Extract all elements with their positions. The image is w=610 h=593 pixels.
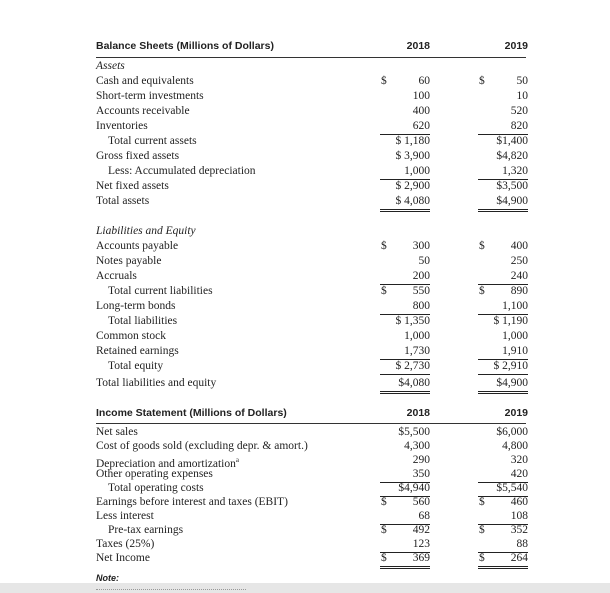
value-2019 [478, 453, 528, 468]
value-2018 [380, 104, 430, 119]
value-2019 [478, 179, 528, 194]
value-2019 [478, 551, 528, 569]
value-2018 [380, 254, 430, 269]
table-row [0, 425, 610, 440]
value-2018 [380, 344, 430, 360]
amount: 250 [510, 255, 528, 267]
value-2019 [478, 164, 528, 180]
amount: 108 [510, 510, 528, 522]
value-2018 [380, 149, 430, 164]
amount: $4,900 [496, 195, 528, 207]
value-2019 [478, 314, 528, 329]
table-row [0, 495, 610, 510]
amount: 88 [516, 538, 528, 550]
amount: $ 3,900 [395, 150, 430, 162]
table-row [0, 537, 610, 552]
value-2019 [478, 134, 528, 149]
row-label: Accounts receivable [96, 105, 190, 117]
amount: 200 [412, 270, 430, 282]
amount: $4,820 [496, 150, 528, 162]
table-row [0, 299, 610, 314]
table-row [0, 439, 610, 454]
value-2019 [478, 89, 528, 104]
currency-sign: $ [479, 285, 485, 297]
amount: 350 [412, 468, 430, 480]
amount: 123 [412, 538, 430, 550]
liabilities-heading: Liabilities and Equity [96, 225, 196, 237]
amount: 1,000 [404, 330, 430, 342]
table-row [0, 453, 610, 468]
currency-sign: $ [381, 240, 387, 252]
amount: $ 2,730 [395, 360, 430, 372]
amount: 800 [412, 300, 430, 312]
income-statement-year-2019: 2019 [504, 407, 528, 419]
balance-sheet-header-rule [96, 57, 526, 58]
amount: 300 [412, 240, 430, 252]
row-label: Inventories [96, 120, 148, 132]
table-row [0, 509, 610, 524]
amount: 100 [412, 90, 430, 102]
balance-sheet-header-row [0, 39, 610, 54]
value-2018 [380, 134, 430, 149]
table-row [0, 329, 610, 344]
value-2018 [380, 179, 430, 194]
row-label: Less: Accumulated depreciation [108, 165, 256, 177]
row-label: Long-term bonds [96, 300, 176, 312]
amount: $3,500 [496, 180, 528, 192]
cut-off-footnote-line [96, 589, 246, 591]
note-label: Note: [96, 573, 119, 583]
table-row [0, 89, 610, 104]
currency-sign: $ [479, 552, 485, 564]
amount: $4,900 [496, 377, 528, 389]
row-label: Retained earnings [96, 345, 179, 357]
value-2019 [478, 439, 528, 454]
amount: 1,730 [404, 345, 430, 357]
amount: 10 [516, 90, 528, 102]
row-label: Pre-tax earnings [108, 524, 184, 536]
amount: 460 [510, 496, 528, 508]
amount: 1,910 [502, 345, 528, 357]
amount: 4,800 [502, 440, 528, 452]
amount: 550 [412, 285, 430, 297]
amount: 50 [418, 255, 430, 267]
amount: $5,540 [496, 482, 528, 494]
amount: $5,500 [398, 426, 430, 438]
amount: $ 2,910 [493, 360, 528, 372]
amount: 420 [510, 468, 528, 480]
value-2018 [380, 425, 430, 440]
value-2018 [380, 314, 430, 329]
value-2018 [380, 523, 430, 538]
row-label: Total current assets [108, 135, 197, 147]
value-2019 [478, 495, 528, 510]
amount: 352 [510, 524, 528, 536]
value-2018 [380, 284, 430, 299]
table-row [0, 523, 610, 538]
value-2018 [380, 376, 430, 394]
amount: $ 4,080 [395, 195, 430, 207]
value-2019 [478, 74, 528, 89]
value-2018 [380, 329, 430, 344]
amount: 1,000 [404, 165, 430, 177]
row-label: Net fixed assets [96, 180, 169, 192]
table-row [0, 314, 610, 329]
value-2018 [380, 269, 430, 285]
row-label: Total assets [96, 195, 150, 207]
value-2018 [380, 439, 430, 454]
table-row [0, 254, 610, 269]
footnote-marker: a [235, 456, 239, 464]
currency-sign: $ [479, 524, 485, 536]
value-2018 [380, 299, 430, 315]
table-row [0, 344, 610, 359]
currency-sign: $ [381, 75, 387, 87]
amount: $ 2,900 [395, 180, 430, 192]
value-2018 [380, 164, 430, 180]
amount: 50 [516, 75, 528, 87]
income-statement-title: Income Statement (Millions of Dollars) [96, 407, 287, 419]
table-row [0, 467, 610, 482]
currency-sign: $ [479, 496, 485, 508]
value-2018 [380, 359, 430, 375]
amount: 4,300 [404, 440, 430, 452]
table-row [0, 481, 610, 496]
row-label: Cost of goods sold (excluding depr. & amort.) [96, 440, 308, 452]
table-row [0, 551, 610, 566]
amount: 1,320 [502, 165, 528, 177]
value-2019 [478, 425, 528, 440]
value-2019 [478, 344, 528, 360]
value-2019 [478, 239, 528, 254]
amount: 68 [418, 510, 430, 522]
amount: 560 [412, 496, 430, 508]
amount: $4,080 [398, 377, 430, 389]
row-label: Total operating costs [108, 482, 204, 494]
table-row [0, 134, 610, 149]
row-label: Common stock [96, 330, 166, 342]
amount: 1,100 [502, 300, 528, 312]
row-label: Net Income [96, 552, 150, 564]
table-row [0, 149, 610, 164]
income-statement-header-rule [96, 423, 526, 424]
table-row [0, 376, 610, 391]
amount: $4,940 [398, 482, 430, 494]
value-2019 [478, 254, 528, 269]
row-label: Less interest [96, 510, 154, 522]
row-label: Earnings before interest and taxes (EBIT) [96, 496, 288, 508]
value-2019 [478, 523, 528, 538]
value-2019 [478, 284, 528, 299]
amount: 369 [412, 552, 430, 564]
currency-sign: $ [381, 285, 387, 297]
amount: 492 [412, 524, 430, 536]
page-bottom-edge [0, 583, 610, 593]
row-label: Accruals [96, 270, 137, 282]
amount: $ 1,190 [493, 315, 528, 327]
currency-sign: $ [479, 240, 485, 252]
currency-sign: $ [381, 552, 387, 564]
income-statement-header-row [0, 406, 610, 421]
row-label: Total equity [108, 360, 164, 372]
table-row [0, 164, 610, 179]
balance-sheet-year-2018: 2018 [406, 40, 430, 52]
value-2018 [380, 119, 430, 135]
value-2019 [478, 359, 528, 375]
value-2018 [380, 495, 430, 510]
amount: 60 [418, 75, 430, 87]
amount: 240 [510, 270, 528, 282]
value-2018 [380, 551, 430, 569]
table-row [0, 359, 610, 374]
amount: $ 1,350 [395, 315, 430, 327]
row-label: Other operating expenses [96, 468, 213, 480]
value-2019 [478, 269, 528, 285]
currency-sign: $ [479, 75, 485, 87]
row-label: Short-term investments [96, 90, 204, 102]
value-2019 [478, 104, 528, 119]
value-2018 [380, 453, 430, 468]
amount: 520 [510, 105, 528, 117]
row-label-text: Depreciation and amortization [96, 457, 236, 470]
currency-sign: $ [381, 496, 387, 508]
amount: $6,000 [496, 426, 528, 438]
table-row [0, 284, 610, 299]
row-label: Net sales [96, 426, 138, 438]
table-row [0, 119, 610, 134]
amount: 264 [510, 552, 528, 564]
value-2019 [478, 119, 528, 135]
row-label: Notes payable [96, 255, 162, 267]
table-row [0, 104, 610, 119]
table-row [0, 194, 610, 209]
amount: 290 [412, 454, 430, 466]
value-2019 [478, 329, 528, 344]
amount: $ 1,180 [395, 135, 430, 147]
table-row [0, 74, 610, 89]
value-2019 [478, 149, 528, 164]
row-label: Total current liabilities [108, 285, 213, 297]
row-label: Cash and equivalents [96, 75, 194, 87]
amount: 890 [510, 285, 528, 297]
amount: $1,400 [496, 135, 528, 147]
value-2018 [380, 74, 430, 89]
value-2018 [380, 194, 430, 212]
currency-sign: $ [381, 524, 387, 536]
balance-sheet-title: Balance Sheets (Millions of Dollars) [96, 40, 274, 52]
liabilities-heading-row [0, 224, 610, 239]
value-2018 [380, 239, 430, 254]
balance-sheet-year-2019: 2019 [504, 40, 528, 52]
amount: 1,000 [502, 330, 528, 342]
assets-heading: Assets [96, 60, 125, 72]
row-label: Gross fixed assets [96, 150, 180, 162]
amount: 620 [412, 120, 430, 132]
income-statement-year-2018: 2018 [406, 407, 430, 419]
assets-heading-row [0, 59, 610, 74]
row-label: Total liabilities [108, 315, 178, 327]
table-row [0, 269, 610, 284]
table-row [0, 239, 610, 254]
row-label: Taxes (25%) [96, 538, 155, 550]
amount: 820 [510, 120, 528, 132]
amount: 320 [510, 454, 528, 466]
value-2019 [478, 299, 528, 315]
table-row [0, 179, 610, 194]
amount: 400 [510, 240, 528, 252]
value-2019 [478, 376, 528, 394]
value-2018 [380, 89, 430, 104]
value-2019 [478, 194, 528, 212]
row-label: Accounts payable [96, 240, 179, 252]
row-label: Total liabilities and equity [96, 377, 217, 389]
amount: 400 [412, 105, 430, 117]
